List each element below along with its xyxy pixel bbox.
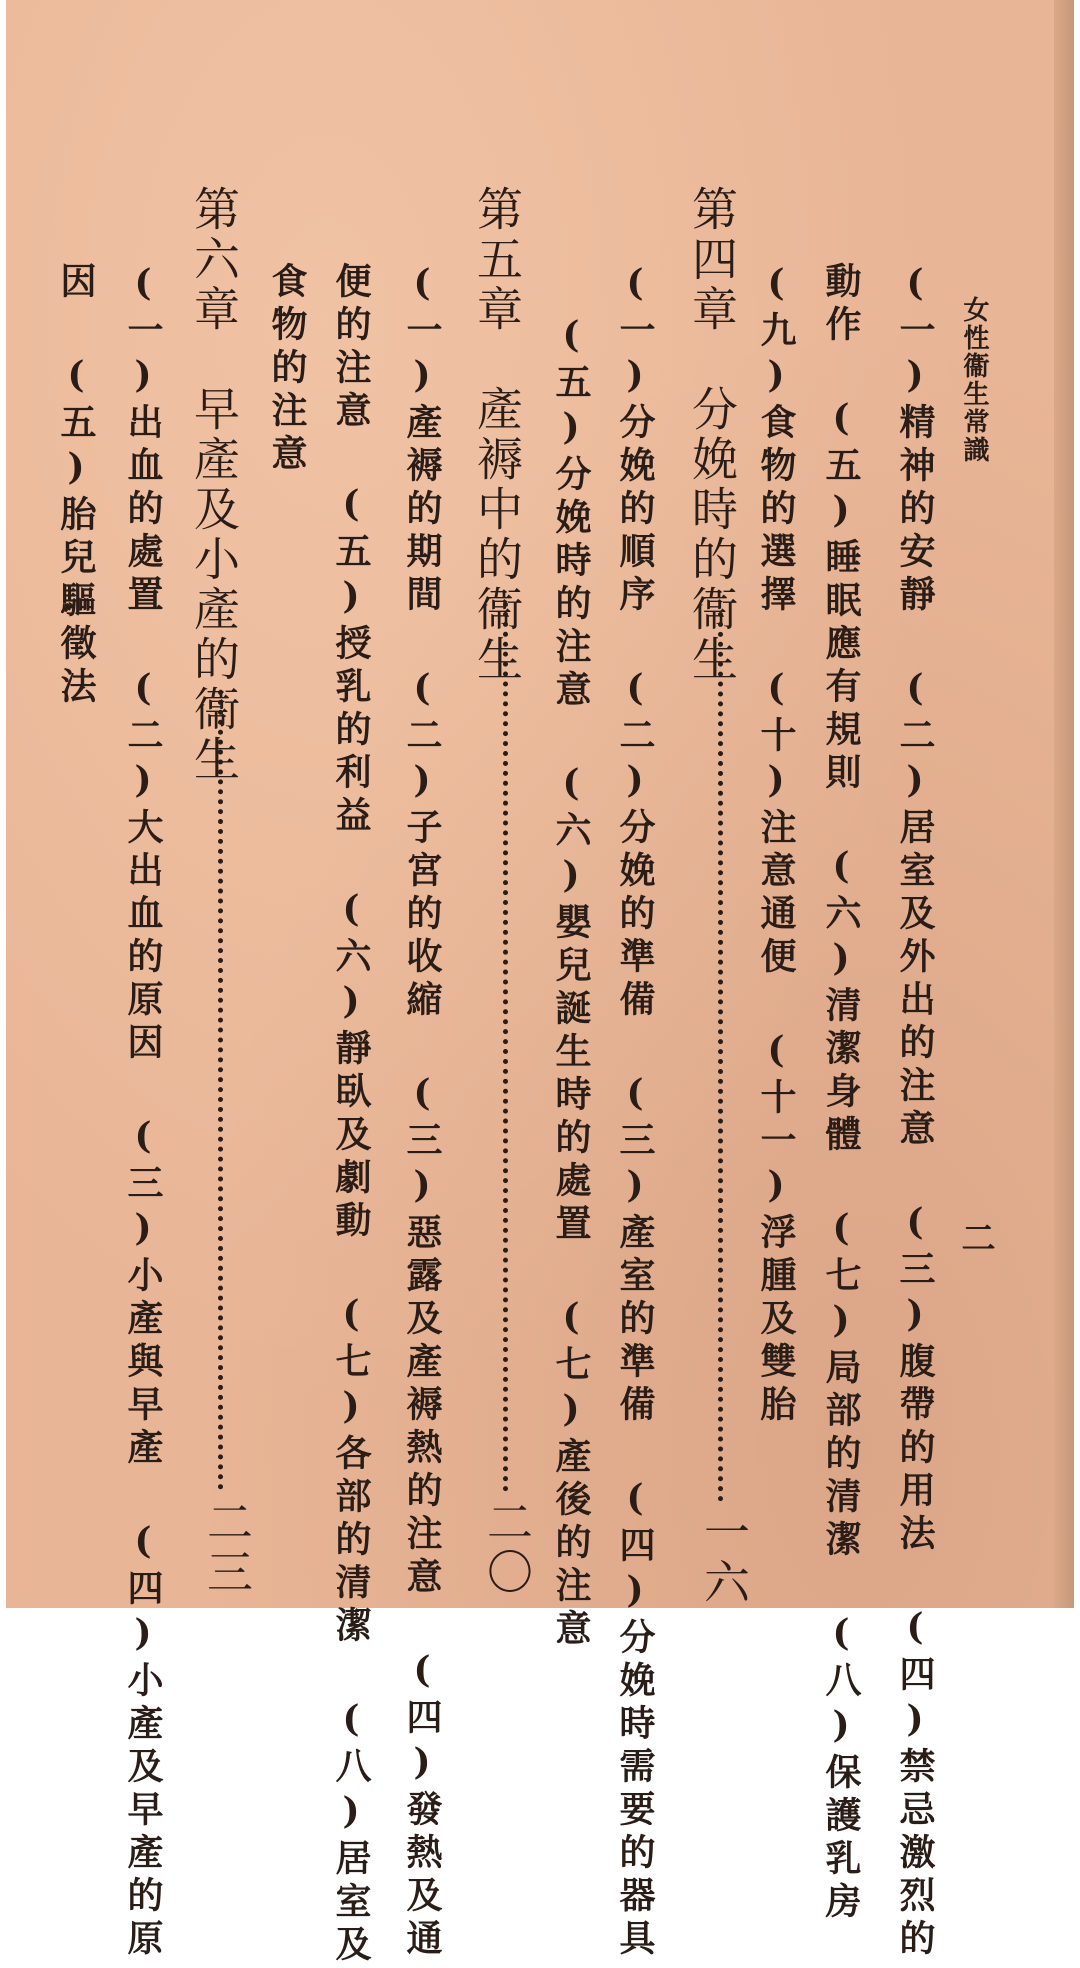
chapter-4-page: 一六 (697, 1508, 751, 1608)
toc-line-6: (五)分娩時的注意 (六)嬰兒誕生時的處置 (七)產後的注意 (550, 314, 592, 1652)
toc-line-8: (一)產褥的期間 (二)子宮的收縮 (三)惡露及產褥熱的注意 (四)發熱及通 (401, 262, 443, 1962)
book-page (6, 0, 1074, 1968)
page-number: 二 (955, 1220, 995, 1254)
chapter-6-page: 二三 (200, 1498, 254, 1598)
chapter-6-leader (218, 690, 223, 1490)
chapter-5-page: 二〇 (480, 1498, 534, 1598)
chapter-5-title: 第五章 產褥中的衞生 (470, 185, 524, 685)
toc-line-12: (一)出血的處置 (二)大出血的原因 (三)小產與早產 (四)小產及早產的原 (122, 262, 164, 1962)
toc-line-13: 因 (五)胎兒驅徵法 (55, 262, 97, 710)
running-title: 女性衞生常識 (959, 296, 989, 464)
chapter-5-leader (503, 602, 508, 1492)
chapter-6-title: 第六章 早產及小產的衞生 (187, 185, 241, 785)
page-edge-shadow (1054, 0, 1074, 1608)
toc-line-3: (九)食物的選擇 (十)注意通便 (十一)浮腫及雙胎 (755, 262, 797, 1428)
toc-line-10: 食物的注意 (266, 262, 308, 477)
chapter-4-title: 第四章 分娩時的衞生 (685, 185, 739, 685)
chapter-4-leader (718, 612, 723, 1502)
toc-line-2: 動作 (五)睡眠應有規則 (六)清潔身體 (七)局部的清潔 (八)保護乳房 (820, 262, 862, 1925)
toc-line-5: (一)分娩的順序 (二)分娩的準備 (三)產室的準備 (四)分娩時需要的器具 (614, 262, 656, 1962)
toc-line-9: 便的注意 (五)授乳的利益 (六)靜臥及劇動 (七)各部的清潔 (八)居室及 (330, 262, 372, 1968)
toc-line-1: (一)精神的安靜 (二)居室及外出的注意 (三)腹帶的用法 (四)禁忌激烈的 (894, 262, 936, 1962)
